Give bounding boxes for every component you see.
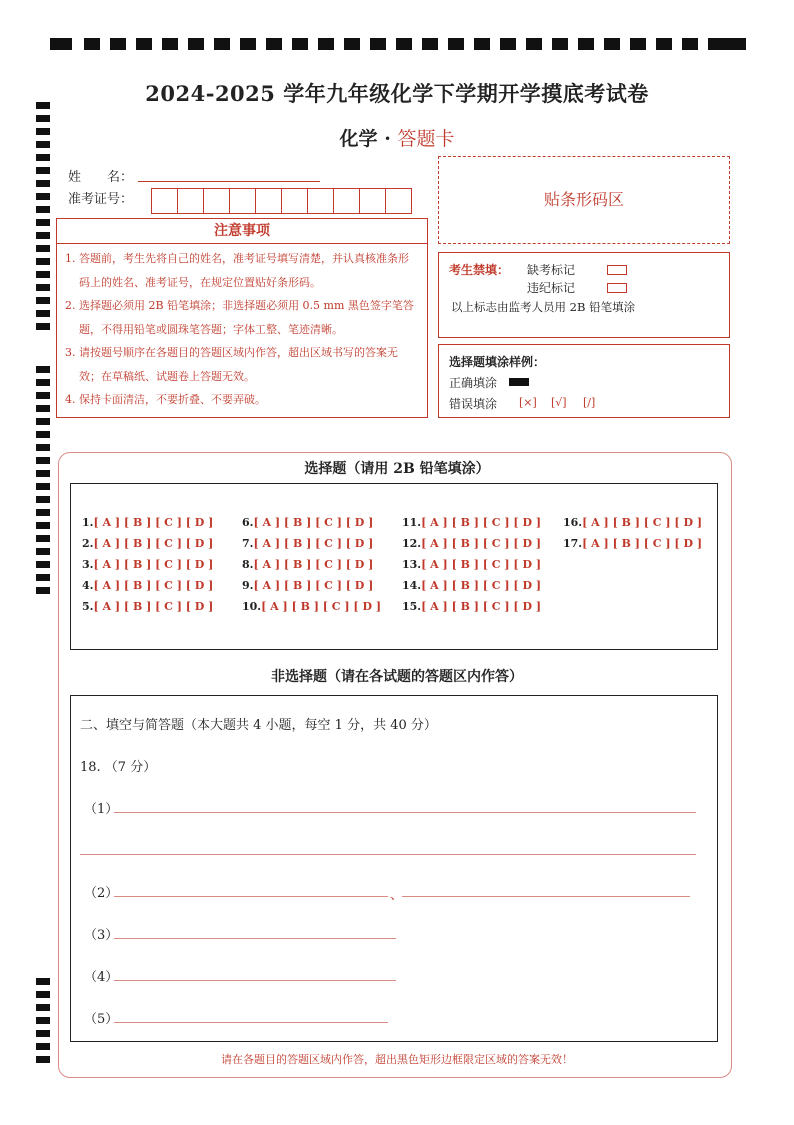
id-digit-box[interactable]	[177, 188, 204, 214]
answer-options[interactable]: [ A ] [ B ] [ C ] [ D ]	[261, 600, 382, 613]
id-digit-box[interactable]	[151, 188, 178, 214]
id-digit-box[interactable]	[203, 188, 230, 214]
id-digit-box[interactable]	[385, 188, 412, 214]
answer-options[interactable]: [ A ] [ B ] [ C ] [ D ]	[582, 537, 703, 550]
marker-segment	[578, 38, 594, 50]
wrong-mark-3: [/]	[583, 396, 596, 409]
fill-sample-title: 选择题填涂样例：	[449, 355, 546, 369]
marker-segment	[526, 38, 542, 50]
subtitle-dot: ·	[384, 128, 391, 150]
wrong-mark-2: [√]	[551, 396, 567, 409]
answer-options[interactable]: [ A ] [ B ] [ C ] [ D ]	[253, 516, 374, 529]
marker-segment	[36, 587, 50, 594]
marker-segment	[36, 297, 50, 304]
violation-label: 违纪标记	[527, 281, 576, 295]
exam-ban-label: 考生禁填：	[449, 263, 510, 277]
answer-options[interactable]: [ A ] [ B ] [ C ] [ D ]	[93, 537, 214, 550]
marker-segment	[552, 38, 568, 50]
notice-item: 4. 保持卡面清洁，不要折叠、不要弄破。	[65, 393, 266, 406]
answer-line-1b[interactable]	[80, 854, 696, 855]
marker-segment	[110, 38, 126, 50]
answer-line-1a[interactable]	[114, 812, 696, 813]
answer-options[interactable]: [ A ] [ B ] [ C ] [ D ]	[421, 600, 542, 613]
marker-segment	[36, 1030, 50, 1037]
answer-line-2a[interactable]	[114, 896, 388, 897]
marker-segment	[36, 245, 50, 252]
question-number: 3.	[82, 558, 94, 571]
marker-segment	[36, 323, 50, 330]
marker-segment	[240, 38, 256, 50]
part-5-label: （5）	[84, 1012, 119, 1027]
notice-title: 注意事项	[56, 218, 428, 244]
top-marker-bar	[50, 38, 746, 52]
answer-options[interactable]: [ A ] [ B ] [ C ] [ D ]	[93, 558, 214, 571]
barcode-label: 贴条形码区	[543, 190, 624, 209]
answer-options[interactable]: [ A ] [ B ] [ C ] [ D ]	[93, 516, 214, 529]
marker-segment	[36, 154, 50, 161]
marker-segment	[162, 38, 178, 50]
choice-question[interactable]	[242, 558, 373, 571]
marker-segment	[36, 366, 50, 373]
marker-segment	[36, 561, 50, 568]
question-number: 1.	[82, 516, 94, 529]
marker-segment	[136, 38, 152, 50]
marker-segment	[36, 232, 50, 239]
name-field[interactable]	[138, 181, 320, 182]
question-number: 10.	[242, 600, 262, 613]
violation-mark[interactable]	[607, 283, 627, 293]
part-1-label: （1）	[84, 802, 119, 817]
choice-question[interactable]	[242, 516, 373, 529]
answer-options[interactable]: [ A ] [ B ] [ C ] [ D ]	[582, 516, 703, 529]
marker-segment	[36, 206, 50, 213]
answer-line-5[interactable]	[114, 1022, 388, 1023]
choice-question[interactable]	[402, 537, 541, 550]
marker-segment	[50, 38, 72, 50]
marker-segment	[36, 258, 50, 265]
marker-segment	[724, 38, 746, 50]
choice-section-title: 选择题（请用 2B 铅笔填涂）	[304, 461, 490, 477]
correct-fill-sample	[509, 378, 529, 386]
marker-segment	[188, 38, 204, 50]
marker-segment	[422, 38, 438, 50]
marker-segment	[36, 978, 50, 985]
choice-question[interactable]	[82, 516, 213, 529]
left-marker-bar-mid	[36, 366, 50, 600]
marker-segment	[36, 379, 50, 386]
choice-question[interactable]	[242, 579, 373, 592]
part-2-label: （2）	[84, 886, 119, 901]
marker-segment	[36, 509, 50, 516]
question-number: 6.	[242, 516, 254, 529]
question-number: 7.	[242, 537, 254, 550]
choice-question[interactable]	[82, 579, 213, 592]
answer-line-3[interactable]	[114, 938, 396, 939]
question-number: 16.	[563, 516, 583, 529]
correct-fill-label: 正确填涂	[449, 376, 498, 390]
marker-segment	[36, 991, 50, 998]
notice-item: 2. 选择题必须用 2B 铅笔填涂；非选择题必须用 0.5 mm 黑色签字笔答题，不得用铅笔或圆珠笔答题；字体工整、笔迹清晰。	[65, 299, 414, 336]
id-label: 准考证号：	[68, 192, 134, 207]
marker-segment	[36, 483, 50, 490]
question-number: 12.	[402, 537, 422, 550]
question-number: 13.	[402, 558, 422, 571]
page-title: 2024-2025 学年九年级化学下学期开学摸底考试卷	[145, 81, 649, 106]
choice-question[interactable]	[402, 558, 541, 571]
marker-segment	[36, 284, 50, 291]
choice-question[interactable]	[242, 537, 373, 550]
marker-segment	[474, 38, 490, 50]
marker-segment	[36, 193, 50, 200]
marker-segment	[36, 180, 50, 187]
marker-segment	[36, 310, 50, 317]
answer-options[interactable]: [ A ] [ B ] [ C ] [ D ]	[421, 537, 542, 550]
marker-segment	[36, 1004, 50, 1011]
footer-warning: 请在各题目的答题区域内作答，超出黑色矩形边框限定区域的答案无效！	[221, 1053, 573, 1066]
answer-line-2b[interactable]	[402, 896, 690, 897]
answer-options[interactable]: [ A ] [ B ] [ C ] [ D ]	[421, 579, 542, 592]
marker-segment	[36, 522, 50, 529]
marker-segment	[396, 38, 412, 50]
answer-options[interactable]: [ A ] [ B ] [ C ] [ D ]	[93, 600, 214, 613]
part-3-label: （3）	[84, 928, 119, 943]
exam-ban-note: 以上标志由监考人员用 2B 铅笔填涂	[451, 300, 636, 314]
part-4-label: （4）	[84, 970, 119, 985]
id-digit-box[interactable]	[281, 188, 308, 214]
nonchoice-box	[70, 695, 718, 1042]
question-number: 4.	[82, 579, 94, 592]
marker-segment	[370, 38, 386, 50]
answer-options[interactable]: [ A ] [ B ] [ C ] [ D ]	[421, 558, 542, 571]
choice-question[interactable]	[563, 537, 702, 550]
wrong-mark-1: [×]	[519, 396, 537, 409]
notice-item: 1. 答题前，考生先将自己的姓名，准考证号填写清楚，并认真核准条形码上的姓名、准考证号，在规定位置贴好条形码。	[65, 252, 409, 289]
part-2-separator: 、	[390, 888, 404, 903]
marker-segment	[318, 38, 334, 50]
choice-question[interactable]	[242, 600, 381, 613]
marker-segment	[36, 548, 50, 555]
marker-segment	[36, 271, 50, 278]
page-subtitle	[0, 124, 794, 151]
marker-segment	[36, 535, 50, 542]
choice-question[interactable]	[402, 579, 541, 592]
id-digit-box[interactable]	[333, 188, 360, 214]
answer-options[interactable]: [ A ] [ B ] [ C ] [ D ]	[253, 558, 374, 571]
marker-segment	[656, 38, 672, 50]
answer-line-4[interactable]	[114, 980, 396, 981]
question-number: 8.	[242, 558, 254, 571]
name-label: 姓 名：	[68, 170, 134, 185]
id-digit-box[interactable]	[255, 188, 282, 214]
marker-segment	[36, 574, 50, 581]
answer-options[interactable]: [ A ] [ B ] [ C ] [ D ]	[421, 516, 542, 529]
question-number: 14.	[402, 579, 422, 592]
choice-question[interactable]	[82, 558, 213, 571]
question-number: 11.	[402, 516, 422, 529]
marker-segment	[448, 38, 464, 50]
absent-mark[interactable]	[607, 265, 627, 275]
choice-question[interactable]	[563, 516, 702, 529]
answer-options[interactable]: [ A ] [ B ] [ C ] [ D ]	[93, 579, 214, 592]
marker-segment	[708, 38, 724, 50]
choice-question[interactable]	[402, 600, 541, 613]
nonchoice-section-title: 非选择题（请在各试题的答题区内作答）	[271, 669, 523, 685]
marker-segment	[604, 38, 620, 50]
exam-ban-box	[438, 252, 730, 338]
marker-segment	[36, 405, 50, 412]
subtitle-card: 答题卡	[397, 128, 455, 150]
marker-segment	[266, 38, 282, 50]
marker-segment	[36, 392, 50, 399]
question-18-label: 18. （7 分）	[80, 760, 157, 775]
marker-segment	[500, 38, 516, 50]
marker-segment	[36, 496, 50, 503]
marker-segment	[36, 1043, 50, 1050]
absent-label: 缺考标记	[527, 263, 576, 277]
marker-segment	[630, 38, 646, 50]
marker-segment	[36, 167, 50, 174]
marker-segment	[214, 38, 230, 50]
id-digit-box[interactable]	[359, 188, 386, 214]
question-number: 15.	[402, 600, 422, 613]
question-number: 9.	[242, 579, 254, 592]
marker-segment	[292, 38, 308, 50]
id-number-boxes[interactable]	[152, 188, 412, 212]
marker-segment	[36, 1017, 50, 1024]
barcode-area	[438, 156, 730, 244]
marker-segment	[84, 38, 100, 50]
marker-segment	[682, 38, 698, 50]
id-digit-box[interactable]	[229, 188, 256, 214]
marker-segment	[36, 418, 50, 425]
notice-body	[56, 244, 428, 418]
choice-question[interactable]	[82, 537, 213, 550]
marker-segment	[36, 115, 50, 122]
wrong-fill-label: 错误填涂	[449, 397, 498, 411]
marker-segment	[36, 431, 50, 438]
choice-question[interactable]	[402, 516, 541, 529]
marker-segment	[36, 444, 50, 451]
nonchoice-section-header: 二、填空与简答题（本大题共 4 小题，每空 1 分，共 40 分）	[80, 718, 437, 733]
subtitle-subject: 化学	[339, 128, 378, 150]
marker-segment	[344, 38, 360, 50]
id-digit-box[interactable]	[307, 188, 334, 214]
choice-question[interactable]	[82, 600, 213, 613]
question-number: 17.	[563, 537, 583, 550]
answer-options[interactable]: [ A ] [ B ] [ C ] [ D ]	[253, 537, 374, 550]
answer-options[interactable]: [ A ] [ B ] [ C ] [ D ]	[253, 579, 374, 592]
fill-sample-box	[438, 344, 730, 418]
question-number: 5.	[82, 600, 94, 613]
notice-item: 3. 请按题号顺序在各题目的答题区域内作答，超出区域书写的答案无效；在草稿纸、试题卷上答题无效。	[65, 346, 398, 383]
marker-segment	[36, 219, 50, 226]
question-number: 2.	[82, 537, 94, 550]
